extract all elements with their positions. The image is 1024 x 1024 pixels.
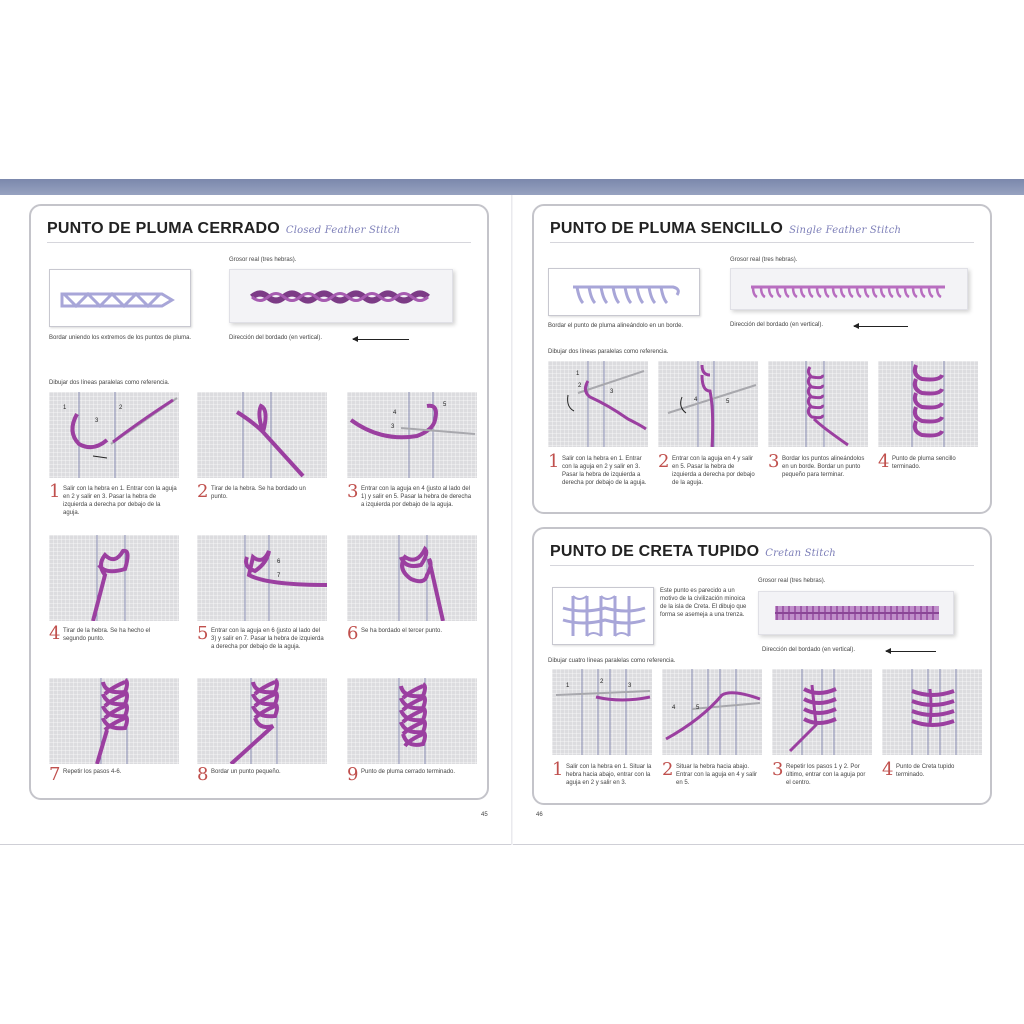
reference-note: Dibujar dos líneas paralelas como referencia. (548, 349, 669, 355)
step-text: Repetir los pasos 4-6. (63, 769, 122, 775)
point-label: 3 (610, 389, 614, 395)
point-label: 7 (277, 573, 281, 579)
step-number: 7 (49, 764, 61, 785)
step-7 (49, 766, 179, 790)
stitch-diagram (49, 269, 191, 327)
closed-feather-stitch-panel (29, 204, 489, 800)
step-4 (882, 761, 982, 801)
point-label: 2 (600, 679, 604, 685)
point-label: 6 (277, 559, 281, 565)
step-number: 3 (768, 451, 780, 472)
panel-title (550, 220, 901, 238)
thickness-label: Grosor real (tres hebras). (758, 578, 826, 584)
step-text: Entrar con la aguja en 4 (justo al lado del 1) y salir en 5. Pasar la hebra de derecha a izquierda por debajo de la aguja. (361, 486, 472, 508)
step-photo-2 (658, 361, 758, 447)
direction-arrow (353, 339, 409, 340)
point-label: 3 (95, 418, 99, 424)
direction-arrow (854, 326, 908, 327)
page-number-left: 45 (481, 812, 488, 818)
step-photo-6 (347, 535, 477, 621)
point-label: 5 (443, 402, 447, 408)
step-number: 2 (662, 759, 674, 780)
step-number: 6 (347, 623, 359, 644)
step-text: Repetir los pasos 1 y 2. Por último, entrar con la aguja por el centro. (786, 764, 866, 786)
step-photo-1 (552, 669, 652, 755)
step-1 (552, 761, 652, 801)
intro-text: Este punto es parecido a un motivo de la civilización minoica de la isla de Creta. El dibujo que forma se asemeja a una trenza. (660, 588, 747, 618)
step-photo-2 (197, 392, 327, 478)
point-label: 1 (63, 405, 67, 411)
thickness-label: Grosor real (tres hebras). (229, 257, 297, 263)
step-number: 8 (197, 764, 209, 785)
step-photo-1 (548, 361, 648, 447)
step-number: 4 (49, 623, 61, 644)
direction-label: Dirección del bordado (en vertical). (762, 647, 856, 653)
stitch-diagram (548, 268, 700, 316)
title-rule (47, 242, 471, 243)
step-number: 9 (347, 764, 359, 785)
stitch-diagram (552, 587, 654, 645)
step-photo-4 (878, 361, 978, 447)
step-number: 2 (658, 451, 670, 472)
step-4 (878, 453, 978, 497)
step-photo-3 (772, 669, 872, 755)
step-9 (347, 766, 477, 790)
diagram-caption: Bordar uniendo los extremos de los puntos de pluma. (49, 335, 192, 341)
step-photo-4 (49, 535, 179, 621)
actual-size-sample (730, 268, 968, 310)
step-text: Entrar con la aguja en 6 (justo al lado del 3) y salir en 7. Pasar la hebra de izquierda a derecha por debajo de la aguja. (211, 628, 324, 650)
point-label: 5 (696, 705, 700, 711)
step-1 (548, 453, 648, 497)
step-number: 4 (882, 759, 894, 780)
title-rule (550, 565, 974, 566)
step-text: Tirar de la hebra. Se ha bordado un punto. (211, 486, 306, 500)
step-photo-7 (49, 678, 179, 764)
title-en: Cretan Stitch (765, 548, 836, 559)
step-text: Situar la hebra hacia abajo. Entrar con la aguja en 4 y salir en 5. (676, 764, 758, 786)
step-number: 1 (552, 759, 564, 780)
title-rule (550, 242, 974, 243)
single-feather-stitch-panel (532, 204, 992, 514)
step-photo-1 (49, 392, 179, 478)
point-label: 2 (578, 383, 582, 389)
step-text: Punto de Creta tupido terminado. (896, 764, 955, 778)
step-number: 4 (878, 451, 890, 472)
header-band (0, 179, 1024, 195)
direction-arrow (886, 651, 936, 652)
step-number: 3 (347, 481, 359, 502)
point-label: 1 (566, 683, 570, 689)
step-text: Punto de pluma sencillo terminado. (892, 456, 956, 470)
point-label: 4 (393, 410, 397, 416)
point-label: 3 (391, 424, 395, 430)
step-text: Salir con la hebra en 1. Entrar con la aguja en 2 y salir en 3. Pasar la hebra de izquierda a derecha por debajo de la aguja. (63, 486, 177, 516)
step-number: 1 (49, 481, 61, 502)
step-photo-8 (197, 678, 327, 764)
point-label: 5 (726, 399, 730, 405)
step-3 (772, 761, 872, 801)
step-number: 2 (197, 481, 209, 502)
title-es: PUNTO DE CRETA TUPIDO (550, 543, 760, 560)
direction-label: Dirección del bordado (en vertical). (229, 335, 323, 341)
point-label: 4 (694, 397, 698, 403)
step-2 (197, 483, 327, 523)
page-number-right: 46 (536, 812, 543, 818)
step-text: Bordar un punto pequeño. (211, 769, 281, 775)
step-6 (347, 625, 477, 665)
step-2 (658, 453, 758, 497)
step-text: Entrar con la aguja en 4 y salir en 5. Pasar la hebra de izquierda a derecha por debajo de la aguja. (672, 456, 755, 486)
diagram-caption: Bordar el punto de pluma alineándolo en un borde. (548, 323, 684, 329)
page-gutter (511, 195, 513, 845)
step-4 (49, 625, 179, 665)
title-es: PUNTO DE PLUMA CERRADO (47, 220, 280, 237)
book-spread (0, 179, 1024, 845)
reference-note: Dibujar cuatro líneas paralelas como referencia. (548, 658, 676, 664)
step-photo-2 (662, 669, 762, 755)
thickness-label: Grosor real (tres hebras). (730, 257, 798, 263)
panel-title (550, 543, 836, 561)
step-photo-3 (768, 361, 868, 447)
step-text: Salir con la hebra en 1. Entrar con la aguja en 2 y salir en 3. Pasar la hebra de izquierda a derecha por debajo de la aguja. (562, 456, 647, 486)
actual-size-sample (229, 269, 453, 323)
step-number: 1 (548, 451, 560, 472)
step-1 (49, 483, 179, 523)
step-photo-3 (347, 392, 477, 478)
actual-size-sample (758, 591, 954, 635)
panel-title (47, 220, 400, 238)
step-text: Se ha bordado el tercer punto. (361, 628, 443, 634)
step-3 (347, 483, 477, 523)
direction-label: Dirección del bordado (en vertical). (730, 322, 824, 328)
title-en: Single Feather Stitch (789, 225, 902, 236)
step-3 (768, 453, 868, 497)
point-label: 4 (672, 705, 676, 711)
step-number: 5 (197, 623, 209, 644)
reference-note: Dibujar dos líneas paralelas como referencia. (49, 380, 170, 386)
cretan-stitch-panel (532, 527, 992, 805)
step-2 (662, 761, 762, 801)
title-en: Closed Feather Stitch (285, 225, 401, 236)
step-number: 3 (772, 759, 784, 780)
step-text: Bordar los puntos alineándolos en un borde. Bordar un punto pequeño para terminar. (782, 456, 865, 478)
title-es: PUNTO DE PLUMA SENCILLO (550, 220, 784, 237)
step-text: Punto de pluma cerrado terminado. (361, 769, 456, 775)
step-5 (197, 625, 327, 665)
step-photo-5 (197, 535, 327, 621)
step-photo-4 (882, 669, 982, 755)
step-photo-9 (347, 678, 477, 764)
point-label: 2 (119, 405, 123, 411)
point-label: 3 (628, 683, 632, 689)
point-label: 1 (576, 371, 580, 377)
step-text: Tirar de la hebra. Se ha hecho el segundo punto. (63, 628, 151, 642)
step-8 (197, 766, 327, 790)
step-text: Salir con la hebra en 1. Situar la hebra hacia abajo, entrar con la aguja en 2 y salir en 3. (566, 764, 652, 786)
